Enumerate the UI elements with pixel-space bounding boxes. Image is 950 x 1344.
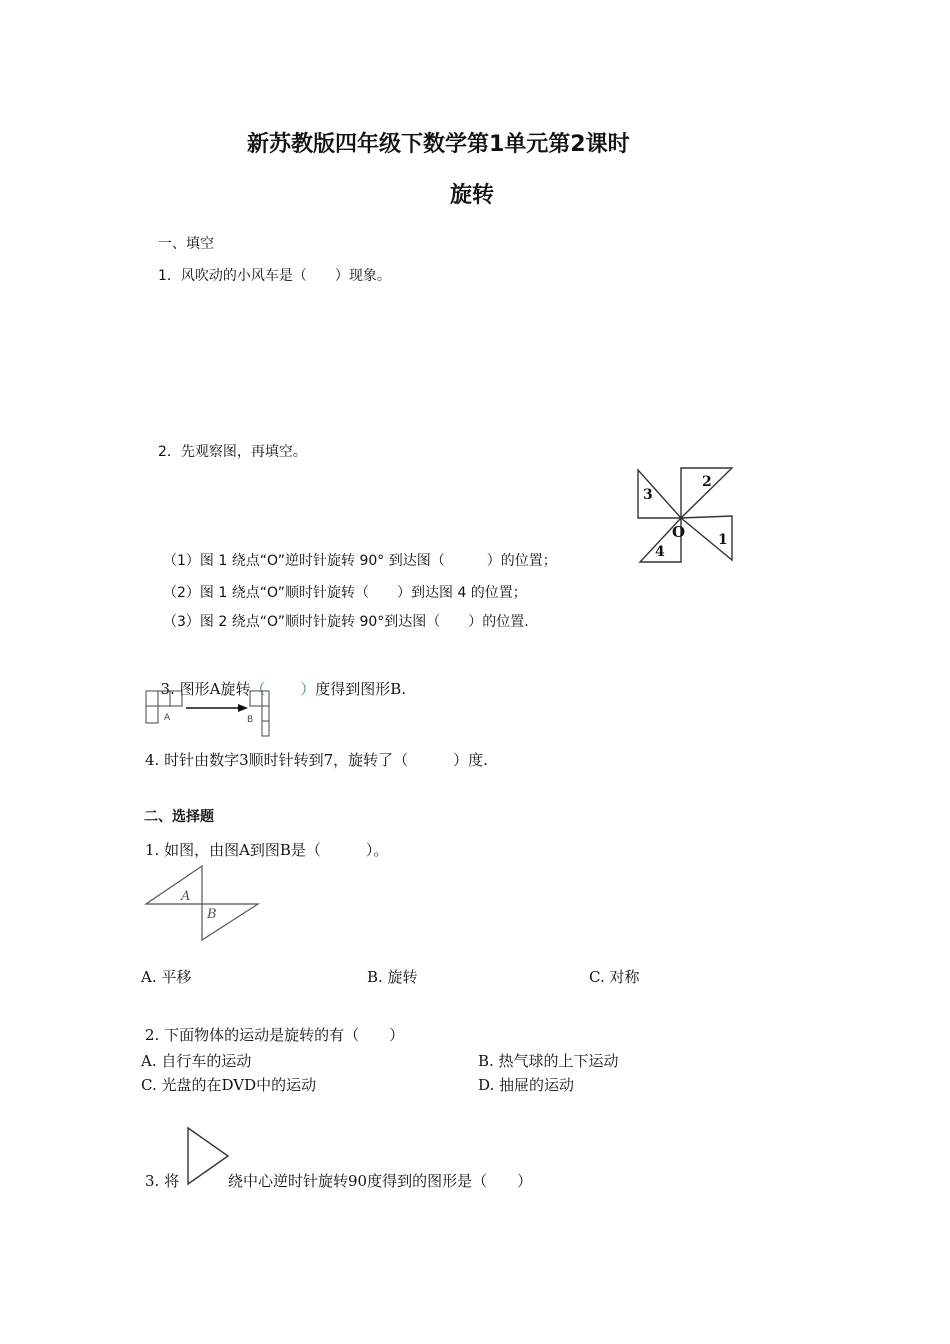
s1-q3-blank-open: （ [250, 680, 266, 698]
pinwheel-figure [632, 458, 752, 568]
figure-a-label: A [164, 713, 171, 723]
pinwheel-label-2: 2 [702, 474, 712, 490]
figure-b-label: B [247, 715, 254, 725]
s2-q3-suffix: 绕中心逆时针旋转90度得到的图形是（ ） [228, 1172, 533, 1190]
s2-q3-prefix: 3. 将 [145, 1172, 180, 1190]
pinwheel-label-o: O [672, 523, 686, 541]
play-triangle-figure [186, 1126, 232, 1188]
s2-q1-option-b: B. 旋转 [367, 968, 418, 986]
s2-question-2: 2. 下面物体的运动是旋转的有（ ） [145, 1026, 405, 1044]
triangle-a-label: A [181, 889, 191, 904]
pinwheel-label-3: 3 [643, 487, 653, 503]
s1-q2-sub1: （1）图 1 绕点“O”逆时针旋转 90° 到达图（ ）的位置； [163, 553, 557, 569]
section2-heading: 二、选择题 [144, 809, 214, 825]
s2-q1-option-a: A. 平移 [141, 968, 192, 986]
right-pointing-triangle [188, 1128, 228, 1184]
s1-q3-blank-close: ） [300, 680, 316, 698]
pinwheel-label-1: 1 [718, 532, 728, 548]
s2-q2-option-b: B. 热气球的上下运动 [478, 1052, 619, 1070]
s1-q2-sub3: （3）图 2 绕点“O”顺时针旋转 90°到达图（ ）的位置. [163, 614, 529, 630]
s1-question-4: 4. 时针由数字3顺时针转到7，旋转了（ ）度. [145, 751, 488, 769]
pinwheel-label-4: 4 [655, 544, 665, 560]
page-subtitle: 旋转 [450, 183, 495, 208]
s2-q2-option-c: C. 光盘的在DVD中的运动 [141, 1076, 317, 1094]
s2-q1-option-c: C. 对称 [589, 968, 640, 986]
s1-q2-sub2: （2）图 1 绕点“O”顺时针旋转（ ）到达图 4 的位置； [163, 585, 527, 601]
s1-q3-prefix: 3. 图形A旋转 [160, 680, 251, 698]
s1-question-2-stem: 2．先观察图，再填空。 [158, 444, 307, 460]
s1-q3-suffix: 度得到图形B. [315, 680, 407, 698]
triangle-b-label: B [207, 907, 217, 922]
triangle-a [146, 866, 202, 904]
page-title: 新苏教版四年级下数学第1单元第2课时 [247, 132, 630, 157]
s2-question-1: 1. 如图，由图A到图B是（ ）。 [145, 841, 389, 859]
rotation-figure-ab [144, 689, 274, 739]
s2-q2-option-d: D. 抽屉的运动 [478, 1076, 575, 1094]
s2-q2-option-a: A. 自行车的运动 [141, 1052, 252, 1070]
s1-question-1: 1．风吹动的小风车是（ ）现象。 [158, 268, 391, 284]
section1-heading: 一、填空 [158, 236, 214, 252]
triangles-ab-figure [143, 864, 268, 944]
